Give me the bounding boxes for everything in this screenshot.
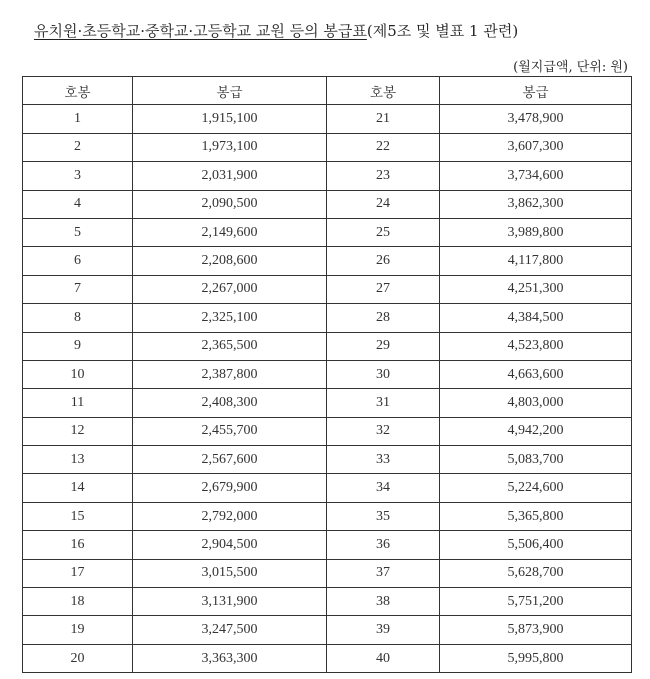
pay-cell: 2,455,700 — [133, 417, 327, 445]
pay-cell: 4,663,600 — [440, 360, 632, 388]
step-cell: 31 — [327, 389, 440, 417]
table-row — [23, 616, 632, 644]
step-cell: 27 — [327, 275, 440, 303]
step-cell: 32 — [327, 417, 440, 445]
step-cell: 8 — [23, 304, 133, 332]
step-cell: 15 — [23, 502, 133, 530]
step-cell: 22 — [327, 133, 440, 161]
pay-cell: 2,325,100 — [133, 304, 327, 332]
table-row — [23, 247, 632, 275]
table-row — [23, 644, 632, 672]
step-cell: 29 — [327, 332, 440, 360]
pay-cell: 2,408,300 — [133, 389, 327, 417]
header-pay-left: 봉급 — [133, 77, 327, 105]
step-cell: 21 — [327, 105, 440, 133]
pay-cell: 1,973,100 — [133, 133, 327, 161]
table-row — [23, 588, 632, 616]
step-cell: 5 — [23, 218, 133, 246]
table-row — [23, 417, 632, 445]
pay-cell: 4,942,200 — [440, 417, 632, 445]
step-cell: 4 — [23, 190, 133, 218]
step-cell: 7 — [23, 275, 133, 303]
pay-cell: 2,149,600 — [133, 218, 327, 246]
step-cell: 10 — [23, 360, 133, 388]
unit-note: (월지급액, 단위: 원) — [513, 60, 628, 75]
step-cell: 36 — [327, 531, 440, 559]
pay-cell: 5,628,700 — [440, 559, 632, 587]
header-pay-right: 봉급 — [440, 77, 632, 105]
pay-cell: 2,365,500 — [133, 332, 327, 360]
pay-cell: 2,792,000 — [133, 502, 327, 530]
step-cell: 23 — [327, 162, 440, 190]
step-cell: 26 — [327, 247, 440, 275]
step-cell: 25 — [327, 218, 440, 246]
table-row — [23, 531, 632, 559]
header-step-right: 호봉 — [327, 77, 440, 105]
pay-cell: 4,384,500 — [440, 304, 632, 332]
table-row — [23, 474, 632, 502]
step-cell: 37 — [327, 559, 440, 587]
table-row — [23, 105, 632, 133]
pay-cell: 5,224,600 — [440, 474, 632, 502]
step-cell: 39 — [327, 616, 440, 644]
pay-cell: 2,679,900 — [133, 474, 327, 502]
pay-cell: 2,904,500 — [133, 531, 327, 559]
table-row — [23, 332, 632, 360]
pay-cell: 3,862,300 — [440, 190, 632, 218]
pay-cell: 4,523,800 — [440, 332, 632, 360]
header-step-left: 호봉 — [23, 77, 133, 105]
step-cell: 14 — [23, 474, 133, 502]
pay-cell: 2,031,900 — [133, 162, 327, 190]
pay-cell: 2,267,000 — [133, 275, 327, 303]
step-cell: 24 — [327, 190, 440, 218]
step-cell: 28 — [327, 304, 440, 332]
table-row — [23, 190, 632, 218]
step-cell: 13 — [23, 446, 133, 474]
table-header-row — [23, 77, 632, 105]
pay-cell: 5,995,800 — [440, 644, 632, 672]
step-cell: 38 — [327, 588, 440, 616]
pay-cell: 3,478,900 — [440, 105, 632, 133]
pay-cell: 3,131,900 — [133, 588, 327, 616]
pay-cell: 2,387,800 — [133, 360, 327, 388]
pay-cell: 5,751,200 — [440, 588, 632, 616]
step-cell: 20 — [23, 644, 133, 672]
step-cell: 17 — [23, 559, 133, 587]
step-cell: 19 — [23, 616, 133, 644]
pay-cell: 5,083,700 — [440, 446, 632, 474]
table-row — [23, 304, 632, 332]
pay-cell: 3,989,800 — [440, 218, 632, 246]
pay-cell: 3,247,500 — [133, 616, 327, 644]
title-main: 유치원·초등학교·중학교·고등학교 교원 등의 봉급표 — [34, 22, 367, 40]
pay-cell: 5,365,800 — [440, 502, 632, 530]
step-cell: 1 — [23, 105, 133, 133]
pay-cell: 3,015,500 — [133, 559, 327, 587]
table-row — [23, 360, 632, 388]
pay-cell: 3,363,300 — [133, 644, 327, 672]
step-cell: 16 — [23, 531, 133, 559]
step-cell: 12 — [23, 417, 133, 445]
pay-cell: 4,251,300 — [440, 275, 632, 303]
pay-cell: 1,915,100 — [133, 105, 327, 133]
table-row — [23, 133, 632, 161]
pay-cell: 2,567,600 — [133, 446, 327, 474]
pay-cell: 4,117,800 — [440, 247, 632, 275]
pay-cell: 2,208,600 — [133, 247, 327, 275]
step-cell: 40 — [327, 644, 440, 672]
step-cell: 3 — [23, 162, 133, 190]
table-row — [23, 218, 632, 246]
table-row — [23, 559, 632, 587]
pay-cell: 3,734,600 — [440, 162, 632, 190]
pay-cell: 3,607,300 — [440, 133, 632, 161]
step-cell: 6 — [23, 247, 133, 275]
pay-cell: 4,803,000 — [440, 389, 632, 417]
table-row — [23, 162, 632, 190]
pay-cell: 5,506,400 — [440, 531, 632, 559]
step-cell: 34 — [327, 474, 440, 502]
step-cell: 2 — [23, 133, 133, 161]
table-row — [23, 275, 632, 303]
table-row — [23, 446, 632, 474]
pay-cell: 5,873,900 — [440, 616, 632, 644]
table-row — [23, 502, 632, 530]
step-cell: 30 — [327, 360, 440, 388]
step-cell: 35 — [327, 502, 440, 530]
step-cell: 11 — [23, 389, 133, 417]
table-row — [23, 389, 632, 417]
step-cell: 18 — [23, 588, 133, 616]
step-cell: 9 — [23, 332, 133, 360]
pay-cell: 2,090,500 — [133, 190, 327, 218]
document-title — [34, 20, 518, 41]
step-cell: 33 — [327, 446, 440, 474]
salary-table — [22, 76, 632, 673]
title-reference: (제5조 및 별표 1 관련) — [366, 22, 519, 40]
